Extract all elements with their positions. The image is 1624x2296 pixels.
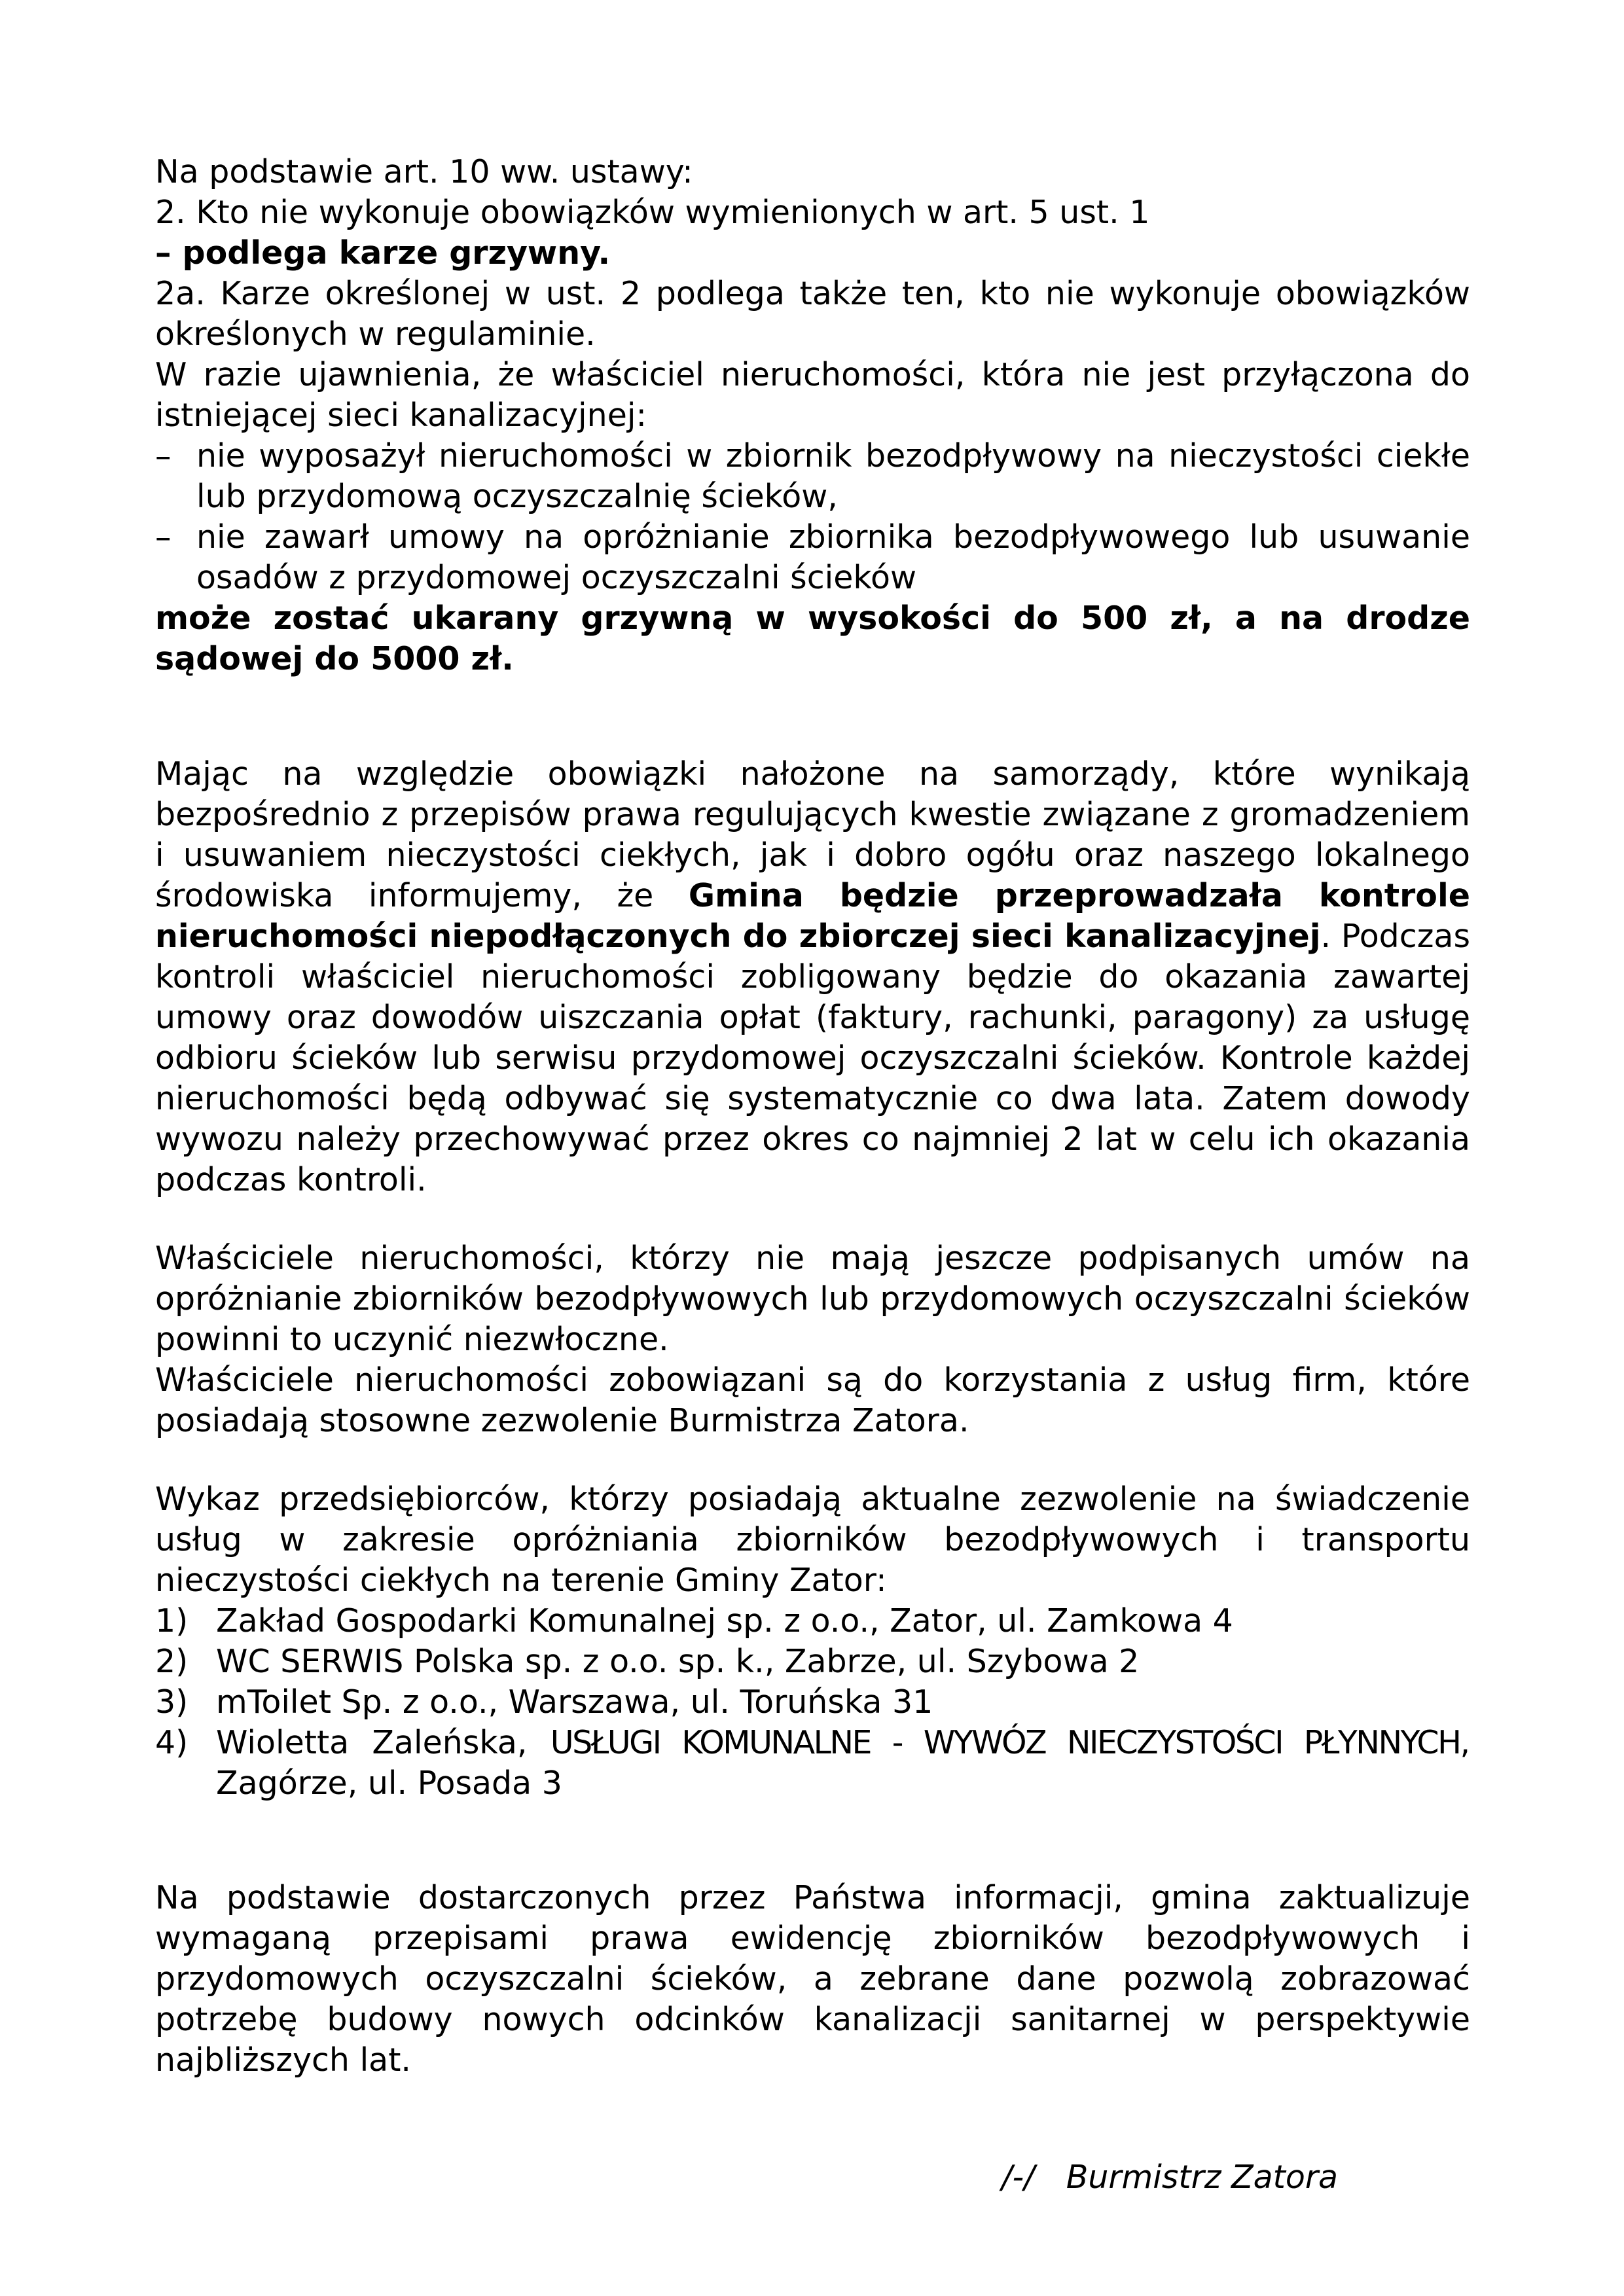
signature-mark: /-/ <box>1001 2159 1035 2196</box>
list-item-company-2 <box>155 1641 1470 1682</box>
list-item-number: 1) <box>155 1602 189 1640</box>
list-item-number: 3) <box>155 1683 189 1721</box>
paragraph-fine-amount: może zostać ukarany grzywną w wysokości do 500 zł, a na drodze sądowej do 5000 zł. <box>155 600 1470 677</box>
paragraph-art5-duties: 2. Kto nie wykonuje obowiązków wymienionych w art. 5 ust. 1 <box>155 194 1150 231</box>
bullet-item-text: nie zawarł umowy na opróżnianie zbiornika bezodpływowego lub usuwanie osadów z przydomowej oczyszczalni ścieków <box>196 518 1470 596</box>
paragraph-legal-basis-intro: Na podstawie art. 10 ww. ustawy: <box>155 153 693 190</box>
list-item-text <box>216 1723 1470 1804</box>
list-item-company-1 <box>155 1601 1470 1641</box>
paragraph-owners-licensed-firms: Właściciele nieruchomości zobowiązani są do korzystania z usług firm, które posiadają stosowne zezwolenie Burmistrza Zatora. <box>155 1361 1470 1439</box>
dash-bullet-marker: – <box>155 437 171 475</box>
list-item-number: 4) <box>155 1724 189 1761</box>
list-item-company-4 <box>155 1723 1470 1804</box>
signature-line <box>1001 2157 1470 2198</box>
paragraph-register-intro: Wykaz przedsiębiorców, którzy posiadają aktualne zezwolenie na świadczenie usług w zakresie opróżniania zbiorników bezodpływowych i transportu nieczystości ciekłych na terenie Gminy Zator: <box>155 1480 1470 1599</box>
paragraph-registry-update: Na podstawie dostarczonych przez Państwa informacji, gmina zaktualizuje wymaganą przepisami prawa ewidencję zbiorników bezodpływowych i przydomowych oczyszczalni ścieków, a zebrane dane pozwolą zobrazować potrzebę budowy nowych odcinków kanalizacji sanitarnej w perspektywie najbliższych lat. <box>155 1879 1470 2079</box>
paragraph-owners-sign-contracts: Właściciele nieruchomości, którzy nie mają jeszcze podpisanych umów na opróżnianie zbiorników bezodpływowych lub przydomowych oczyszczalni ścieków powinni to uczynić niezwłoczne. <box>155 1240 1470 1358</box>
bullet-item-no-contract <box>155 517 1470 598</box>
inspections-text-before: Mając na względzie obowiązki nałożone na samorządy, które wynikają bezpośrednio z przepisów prawa regulujących kwestie związane z gromadzeniem i usuwaniem nieczystości ciekłych, jak i dobro ogółu oraz naszego lokalnego środowiska informujemy, że <box>155 755 1470 914</box>
dash-bullet-marker: – <box>155 518 171 556</box>
bullet-item-no-tank <box>155 436 1470 517</box>
bullet-item-text: nie wyposażył nieruchomości w zbiornik bezodpływowy na nieczystości ciekłe lub przydomową oczyszczalnię ścieków, <box>196 437 1470 515</box>
company-4-address: , Zagórze, ul. Posada 3 <box>216 1724 1471 1802</box>
list-item-text: mToilet Sp. z o.o., Warszawa, ul. Toruńska 31 <box>216 1683 933 1721</box>
paragraph-2a: 2a. Karze określonej w ust. 2 podlega także ten, kto nie wykonuje obowiązków określonych w regulaminie. <box>155 275 1470 353</box>
list-item-text: WC SERWIS Polska sp. z o.o. sp. k., Zabrze, ul. Szybowa 2 <box>216 1643 1140 1680</box>
paragraph-disclosure: W razie ujawnienia, że właściciel nieruchomości, która nie jest przyłączona do istniejącej sieci kanalizacyjnej: <box>155 356 1470 434</box>
inspections-bold-statement: Gmina będzie przeprowadzała kontrole nieruchomości niepodłączonych do zbiorczej sieci kanalizacyjnej <box>155 877 1470 955</box>
paragraph-inspections <box>155 754 1470 1200</box>
list-item-company-3 <box>155 1682 1470 1723</box>
inspections-text-after: . Podczas kontroli właściciel nieruchomości zobligowany będzie do okazania zawartej umowy oraz dowodów uiszczania opłat (faktury, rachunki, paragony) za usługę odbioru ścieków lub serwisu przydomowej oczyszczalni ścieków. Kontrole każdej nieruchomości będą odbywać się systematycznie co dwa lata. Zatem dowody wywozu należy przechowywać przez okres co najmniej 2 lat w celu ich okazania podczas kontroli. <box>155 918 1470 1198</box>
company-4-name: Wioletta Zaleńska, <box>216 1724 550 1761</box>
list-item-number: 2) <box>155 1643 189 1680</box>
signature-title: Burmistrz Zatora <box>1066 2159 1339 2196</box>
company-4-service-caps: USŁUGI KOMUNALNE - WYWÓZ NIECZYSTOŚCI PŁYNNYCH <box>550 1724 1460 1761</box>
paragraph-penalty-clause: – podlega karze grzywny. <box>155 234 611 272</box>
list-item-text: Zakład Gospodarki Komunalnej sp. z o.o., Zator, ul. Zamkowa 4 <box>216 1602 1233 1640</box>
